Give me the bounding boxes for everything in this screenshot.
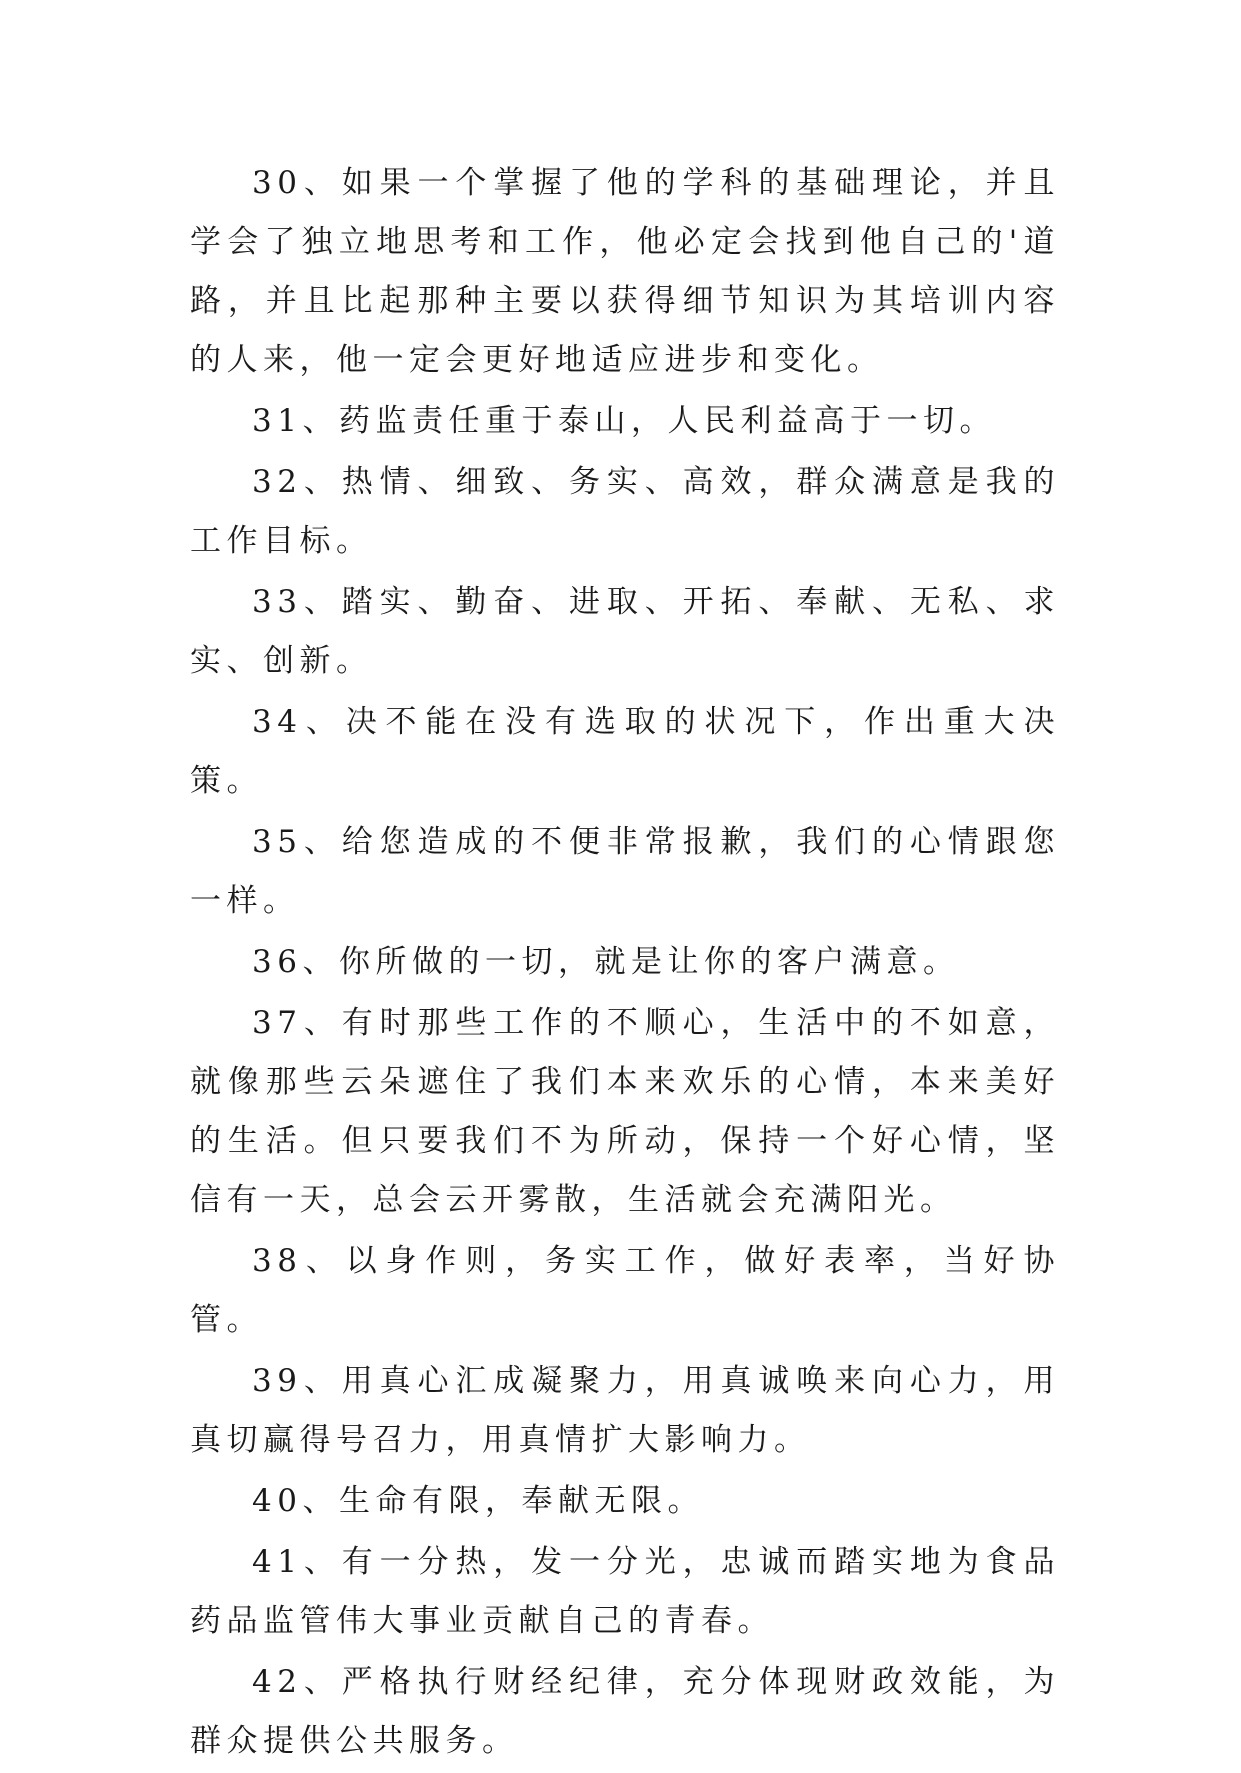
paragraph-37: 37、有时那些工作的不顺心，生活中的不如意，就像那些云朵遮住了我们本来欢乐的心情，本来美好的生活。但只要我们不为所动，保持一个好心情，坚信有一天，总会云开雾散，生活就会充满阳光。 xyxy=(190,1005,1060,1218)
paragraph-32: 32、热情、细致、务实、高效，群众满意是我的工作目标。 xyxy=(190,464,1060,559)
paragraph-40: 40、生命有限，奉献无限。 xyxy=(252,1483,704,1519)
paragraph-41: 41、有一分热，发一分光，忠诚而踏实地为食品药品监管伟大事业贡献自己的青春。 xyxy=(190,1544,1060,1639)
paragraph-31: 31、药监责任重于泰山，人民利益高于一切。 xyxy=(252,403,996,439)
paragraph-38: 38、以身作则，务实工作，做好表率，当好协管。 xyxy=(190,1243,1060,1338)
paragraph-42: 42、严格执行财经纪律，充分体现财政效能，为群众提供公共服务。 xyxy=(190,1664,1060,1759)
paragraph-34: 34、决不能在没有选取的状况下，作出重大决策。 xyxy=(190,704,1060,799)
paragraph-30: 30、如果一个掌握了他的学科的基础理论，并且学会了独立地思考和工作，他必定会找到他自己的'道路，并且比起那种主要以获得细节知识为其培训内容的人来，他一定会更好地适应进步和变化。 xyxy=(190,165,1060,378)
paragraph-35: 35、给您造成的不便非常报歉，我们的心情跟您一样。 xyxy=(190,824,1060,919)
paragraph-33: 33、踏实、勤奋、进取、开拓、奉献、无私、求实、创新。 xyxy=(190,584,1060,679)
paragraph-36: 36、你所做的一切，就是让你的客户满意。 xyxy=(252,944,960,980)
document-body xyxy=(190,154,1060,1773)
paragraph-39: 39、用真心汇成凝聚力，用真诚唤来向心力，用真切赢得号召力，用真情扩大影响力。 xyxy=(190,1363,1060,1458)
